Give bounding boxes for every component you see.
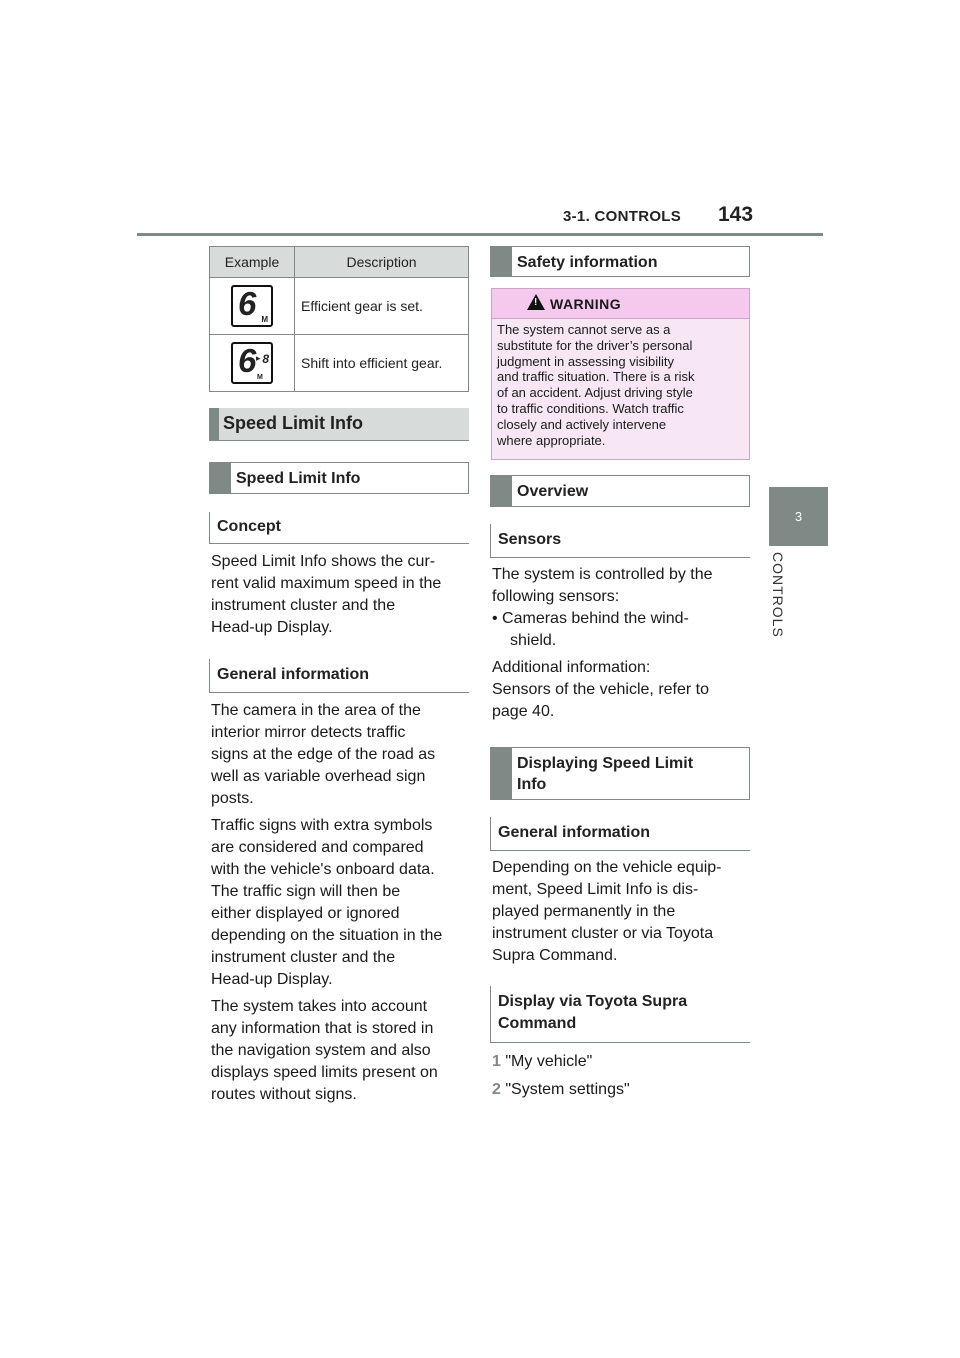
table-cell-example [210,278,295,335]
warning-text [497,322,745,448]
text-line: and traffic situation. There is a risk [497,369,695,385]
text-line: The system cannot serve as a [497,322,671,337]
subsection-title: Overview [517,483,589,500]
step-text: "My vehicle" [505,1053,593,1070]
text-line: depending on the situation in the [211,927,443,944]
text-line: Head-up Display. [211,619,333,636]
concept-paragraph [211,551,469,639]
text-line: the navigation system and also [211,1042,431,1059]
step-item [492,1048,750,1076]
table-header-description: Description [295,247,469,278]
general-info-paragraph-right [492,857,750,967]
text-line: instrument cluster or via Toyota [492,925,714,942]
heading-line: Display via Toyota Supra [498,993,688,1010]
chapter-side-label [770,552,790,662]
running-header-section: 3-1. CONTROLS [563,208,682,225]
heading-general-information: General information [209,659,469,693]
text-line: Head-up Display. [211,971,333,988]
exclamation-icon: ! [534,297,538,308]
subsection-title: Speed Limit Info [236,470,361,487]
heading-line: Command [498,1015,577,1032]
step-text: "System settings" [505,1081,630,1098]
subsection-heading-overview [490,475,750,507]
step-number: 1 [492,1053,501,1070]
section-heading-speed-limit-info: Speed Limit Info [209,408,469,441]
text-line: of an accident. Adjust driving style [497,385,693,401]
gear-target-digit: 8 [262,352,269,366]
heading-sensors: Sensors [490,524,750,558]
gear-mode: M [257,374,263,381]
table-cell-description: Shift into efficient gear. [295,335,469,392]
gear-6-manual-icon [231,285,273,327]
heading-bar [209,462,231,494]
warning-label: WARNING [550,296,622,312]
text-line: rent valid maximum speed in the [211,575,442,592]
text-line: interior mirror detects traffic [211,724,406,741]
bullet-continuation: shield. [510,632,557,649]
gear-mode: M [261,315,268,324]
text-line: Depending on the vehicle equip- [492,859,722,876]
text-line: Sensors of the vehicle, refer to [492,681,709,698]
text-line: signs at the edge of the road as [211,746,436,763]
general-paragraph-2 [211,815,469,991]
gear-indicator-table [209,246,469,392]
text-line: following sensors: [492,588,620,605]
text-line: judgment in assessing visibility [497,353,675,369]
gear-digit: 6 [238,285,257,322]
text-line: page 40. [492,703,555,720]
text-line: instrument cluster and the [211,597,396,614]
text-line: are considered and compared [211,839,424,856]
subsection-title: Safety information [517,254,658,271]
step-number: 2 [492,1081,501,1098]
gear-shift-6-to-8-icon [231,342,273,384]
steps-list [492,1048,750,1104]
sensors-paragraph [492,564,750,652]
text-line: with the vehicle's onboard data. [211,861,435,878]
text-line: either displayed or ignored [211,905,400,922]
table-row [210,278,469,335]
step-item [492,1076,750,1104]
text-line: Additional information: [492,659,651,676]
table-header-row [210,247,469,278]
text-line: substitute for the driver’s personal [497,337,693,353]
general-paragraph-1 [211,700,469,810]
text-line: Supra Command. [492,947,618,964]
text-line: any information that is stored in [211,1020,434,1037]
text-line: The system is controlled by the [492,566,713,583]
text-line: well as variable overhead sign [211,768,426,785]
title-line: Displaying Speed Limit [517,755,694,772]
page-number: 143 [718,203,754,226]
warning-box [491,288,750,460]
text-line: instrument cluster and the [211,949,396,966]
text-line: Traffic signs with extra symbols [211,817,433,834]
bullet-item: • Cameras behind the wind- [492,610,689,627]
table-cell-description: Efficient gear is set. [295,278,469,335]
heading-display-via-supra-command [490,986,750,1043]
subsection-heading-safety-information [490,246,750,277]
text-line: where appropriate. [497,432,606,448]
text-line: Speed Limit Info shows the cur- [211,553,436,570]
text-line: The traffic sign will then be [211,883,401,900]
text-line: played permanently in the [492,903,676,920]
chapter-number: 3 [794,509,803,524]
table-row [210,335,469,392]
general-paragraph-3 [211,996,469,1106]
text-line: The system takes into account [211,998,428,1015]
title-line: Info [517,776,547,793]
table-cell-example [210,335,295,392]
text-line: posts. [211,790,254,807]
text-line: to traffic conditions. Watch traffic [497,400,684,416]
subsection-heading-speed-limit-info [209,462,469,494]
chapter-tab [769,487,828,546]
table-header-example: Example [210,247,295,278]
shift-arrow-icon: ▸ [256,353,261,363]
text-line: closely and actively intervene [497,416,667,432]
additional-info-paragraph [492,657,750,723]
heading-bar [490,747,512,800]
warning-header [492,289,749,319]
text-line: routes without signs. [211,1086,357,1103]
subsection-title [517,753,693,795]
gear-digit: 6 [238,342,257,379]
header-rule [137,233,823,236]
heading-concept: Concept [209,512,469,544]
heading-bar [490,246,512,277]
heading-general-information-right: General information [490,817,750,851]
text-line: The camera in the area of the [211,702,421,719]
heading-bar [490,475,512,507]
text-line: ment, Speed Limit Info is dis- [492,881,699,898]
text-line: displays speed limits present on [211,1064,438,1081]
subsection-heading-displaying-speed-limit-info [490,747,750,800]
chapter-label: CONTROLS [770,552,786,638]
